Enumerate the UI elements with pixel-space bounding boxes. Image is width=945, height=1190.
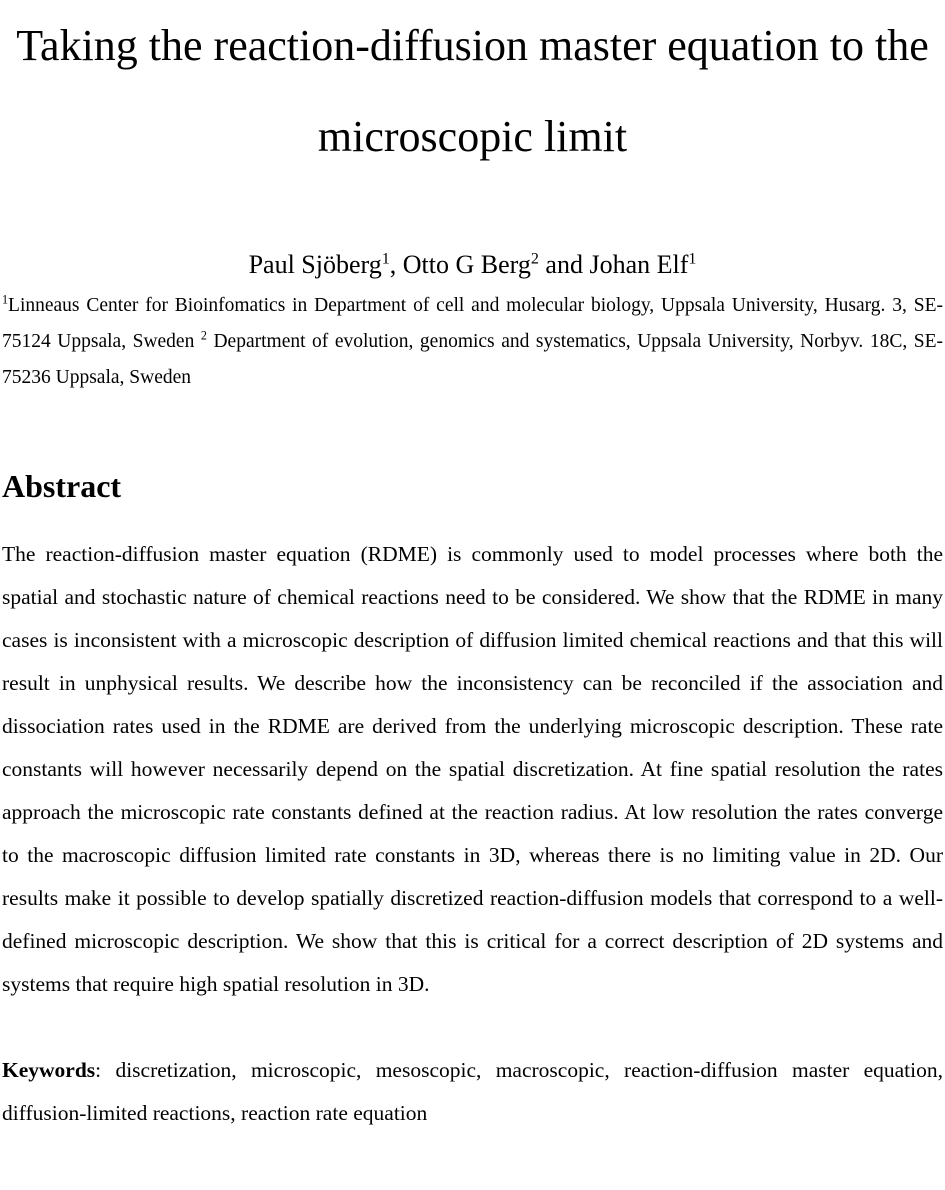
keywords-list: : discretization, microscopic, mesoscopic, macroscopic, reaction-diffusion master equation, diffusion-limited reactions, reaction rate equation bbox=[2, 1058, 943, 1126]
paper-title: Taking the reaction-diffusion master equation to the microscopic limit bbox=[16, 21, 929, 161]
author-affiliation-marker: 1 bbox=[688, 250, 697, 268]
author-affiliation-marker: 1 bbox=[381, 250, 390, 268]
affiliation-marker: 1 bbox=[2, 292, 9, 307]
keywords-label: Keywords bbox=[2, 1058, 96, 1083]
author-affiliation-marker: 2 bbox=[530, 250, 539, 268]
abstract-heading: Abstract bbox=[2, 468, 122, 505]
keywords-line bbox=[2, 1049, 943, 1135]
author-name: and Johan Elf bbox=[538, 250, 689, 279]
author-name: , Otto G Berg bbox=[389, 250, 531, 279]
affiliation-text: Department of evolution, genomics and systematics, Uppsala University, Norbyv. 18C, SE-75236 Uppsala, Sweden bbox=[2, 331, 944, 389]
affiliation-text: Linneaus Center for Bioinfomatics in Department of cell and molecular biology, Uppsala University, Husarg. 3, SE-75124 Uppsala, Sweden bbox=[2, 295, 943, 353]
author-name: Paul Sjöberg bbox=[248, 250, 382, 279]
affiliation-marker: 2 bbox=[200, 328, 207, 343]
abstract-text: The reaction-diffusion master equation (RDME) is commonly used to model processes where both the spatial and stochastic nature of chemical reactions need to be considered. We show that the RDME in many cases is inconsistent with a microscopic description of diffusion limited chemical reactions and that this will result in unphysical results. We describe how the inconsistency can be reconciled if the association and dissociation rates used in the RDME are derived from the underlying microscopic description. These rate constants will however necessarily depend on the spatial discretization. At fine spatial resolution the rates approach the microscopic rate constants defined at the reaction radius. At low resolution the rates converge to the macroscopic diffusion limited rate constants in 3D, whereas there is no limiting value in 2D. Our results make it possible to develop spatially discretized reaction-diffusion models that correspond to a well-defined microscopic description. We show that this is critical for a correct description of 2D systems and systems that require high spatial resolution in 3D. bbox=[2, 542, 943, 997]
authors-line bbox=[2, 249, 943, 280]
affiliations bbox=[2, 288, 943, 396]
